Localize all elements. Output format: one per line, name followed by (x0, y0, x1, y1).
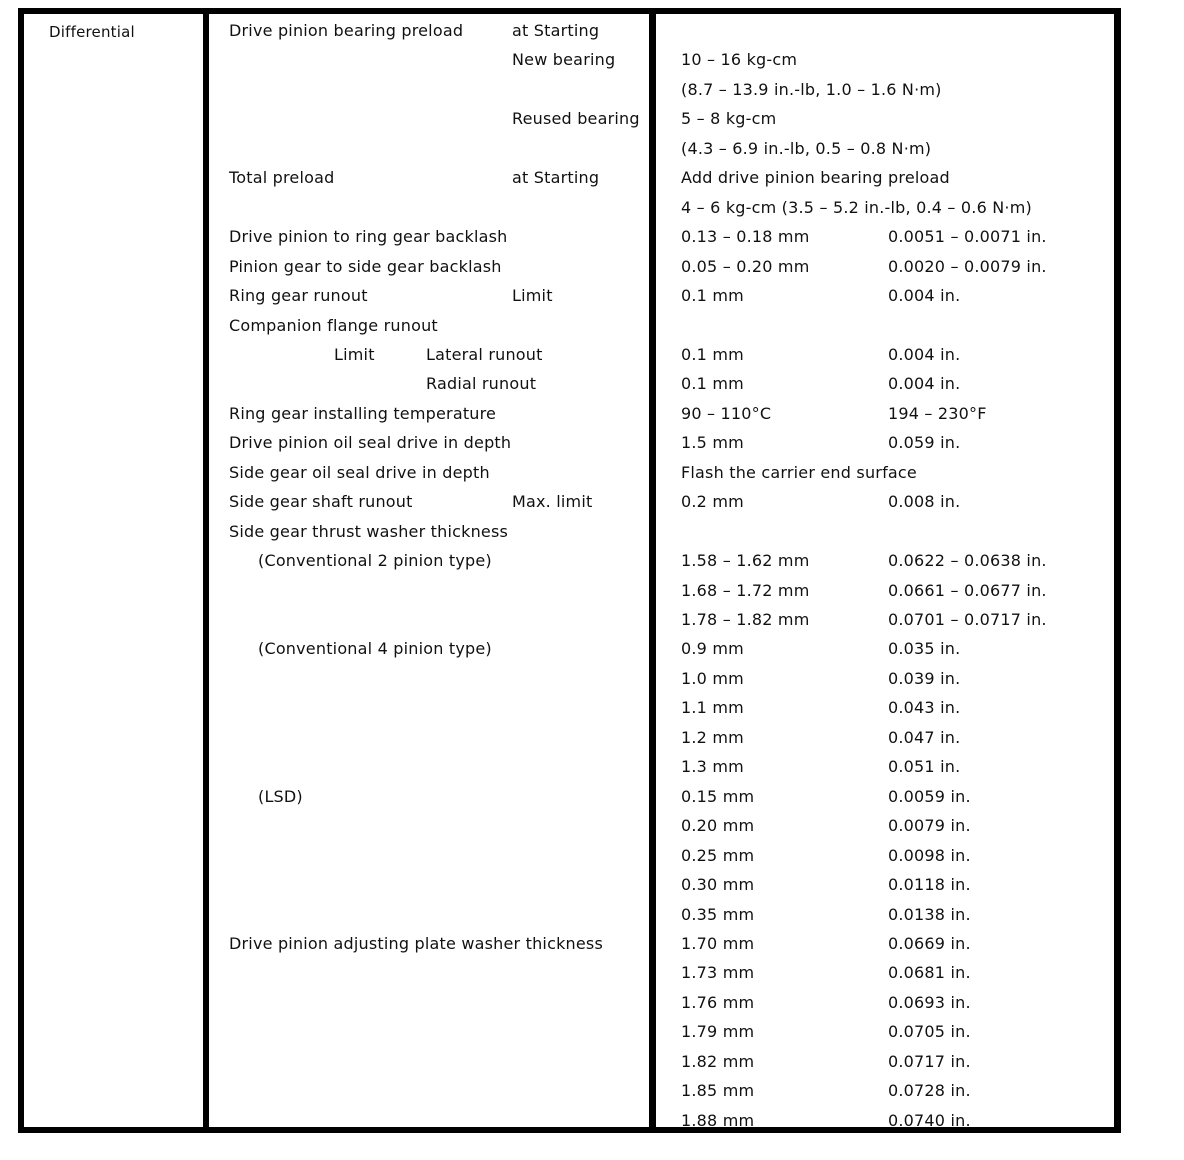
spec-value-imperial: 0.0701 – 0.0717 in. (888, 610, 1047, 629)
spec-value-metric: 1.68 – 1.72 mm (681, 581, 810, 600)
spec-value-imperial: 0.043 in. (888, 698, 961, 717)
spec-value-metric: 5 – 8 kg-cm (681, 109, 777, 128)
spec-label: Drive pinion bearing preload (229, 21, 464, 40)
spec-value-metric: 0.15 mm (681, 787, 755, 806)
spec-runout-type: Radial runout (426, 374, 537, 393)
spec-value-metric: 0.20 mm (681, 816, 755, 835)
spec-value-imperial: 0.008 in. (888, 492, 961, 511)
spec-value-metric: 1.0 mm (681, 669, 744, 688)
spec-value-metric: 90 – 110°C (681, 404, 772, 423)
spec-condition: at Starting (512, 168, 600, 187)
column-divider-2 (649, 8, 656, 1133)
spec-label: Pinion gear to side gear backlash (229, 257, 502, 276)
spec-value-imperial: 0.0693 in. (888, 993, 971, 1012)
spec-value-imperial: 0.0740 in. (888, 1111, 971, 1130)
spec-sublabel: (Conventional 4 pinion type) (258, 639, 492, 658)
spec-value-metric: 1.82 mm (681, 1052, 755, 1071)
spec-value-imperial: 0.059 in. (888, 433, 961, 452)
spec-value-metric: 1.3 mm (681, 757, 744, 776)
spec-sublabel: (Conventional 2 pinion type) (258, 551, 492, 570)
spec-condition: New bearing (512, 50, 616, 69)
spec-label: Drive pinion oil seal drive in depth (229, 433, 512, 452)
spec-label: Companion flange runout (229, 316, 438, 335)
spec-value-metric: Flash the carrier end surface (681, 463, 917, 482)
spec-value-metric: 1.73 mm (681, 963, 755, 982)
spec-condition: Limit (512, 286, 553, 305)
spec-value-imperial: 0.004 in. (888, 286, 961, 305)
spec-value-metric: 0.13 – 0.18 mm (681, 227, 810, 246)
spec-value-metric: 1.79 mm (681, 1022, 755, 1041)
spec-value-metric: 1.58 – 1.62 mm (681, 551, 810, 570)
spec-value-metric: 1.70 mm (681, 934, 755, 953)
spec-value-imperial: 0.0138 in. (888, 905, 971, 924)
spec-value-imperial: 0.0051 – 0.0071 in. (888, 227, 1047, 246)
spec-label: Side gear thrust washer thickness (229, 522, 509, 541)
spec-value-metric: 0.1 mm (681, 286, 744, 305)
spec-value-imperial: 0.004 in. (888, 374, 961, 393)
spec-condition: Reused bearing (512, 109, 640, 128)
spec-value-imperial: 0.0079 in. (888, 816, 971, 835)
spec-value-imperial: 0.0118 in. (888, 875, 971, 894)
spec-label: Ring gear runout (229, 286, 368, 305)
spec-value-metric: 1.85 mm (681, 1081, 755, 1100)
spec-value-imperial: 0.047 in. (888, 728, 961, 747)
spec-value-metric: 0.1 mm (681, 345, 744, 364)
spec-value-metric: 1.2 mm (681, 728, 744, 747)
spec-value-metric: 0.30 mm (681, 875, 755, 894)
spec-value-imperial: 194 – 230°F (888, 404, 987, 423)
spec-value-imperial: 0.0098 in. (888, 846, 971, 865)
spec-value-imperial: 0.004 in. (888, 345, 961, 364)
spec-condition: Max. limit (512, 492, 593, 511)
spec-runout-type: Lateral runout (426, 345, 543, 364)
spec-value-imperial: 0.0669 in. (888, 934, 971, 953)
spec-value-imperial: 0.0661 – 0.0677 in. (888, 581, 1047, 600)
spec-value-imperial: 0.035 in. (888, 639, 961, 658)
spec-value-metric: 1.78 – 1.82 mm (681, 610, 810, 629)
spec-label: Side gear oil seal drive in depth (229, 463, 490, 482)
spec-label: Drive pinion to ring gear backlash (229, 227, 508, 246)
spec-value-metric: 0.05 – 0.20 mm (681, 257, 810, 276)
spec-value-metric: 0.2 mm (681, 492, 744, 511)
spec-value-metric: 1.1 mm (681, 698, 744, 717)
spec-value-metric: 10 – 16 kg-cm (681, 50, 798, 69)
spec-value-imperial: 0.0622 – 0.0638 in. (888, 551, 1047, 570)
spec-value-metric: 4 – 6 kg-cm (3.5 – 5.2 in.-lb, 0.4 – 0.6 N·m) (681, 198, 1032, 217)
spec-value-imperial: 0.051 in. (888, 757, 961, 776)
spec-value-metric: Add drive pinion bearing preload (681, 168, 950, 187)
spec-value-metric: 0.1 mm (681, 374, 744, 393)
spec-value-metric: 1.5 mm (681, 433, 744, 452)
spec-value-imperial: 0.0705 in. (888, 1022, 971, 1041)
spec-value-imperial: 0.0681 in. (888, 963, 971, 982)
spec-value-imperial: 0.039 in. (888, 669, 961, 688)
spec-label: Side gear shaft runout (229, 492, 413, 511)
spec-value-metric: 1.76 mm (681, 993, 755, 1012)
spec-condition: at Starting (512, 21, 600, 40)
spec-value-metric: 1.88 mm (681, 1111, 755, 1130)
spec-limit-label: Limit (334, 345, 375, 364)
spec-value-metric: 0.35 mm (681, 905, 755, 924)
spec-value-metric: (4.3 – 6.9 in.-lb, 0.5 – 0.8 N·m) (681, 139, 932, 158)
spec-label: Ring gear installing temperature (229, 404, 497, 423)
section-title: Differential (49, 23, 135, 41)
spec-label: Drive pinion adjusting plate washer thickness (229, 934, 603, 953)
spec-value-metric: 0.9 mm (681, 639, 744, 658)
spec-value-metric: (8.7 – 13.9 in.-lb, 1.0 – 1.6 N·m) (681, 80, 942, 99)
spec-sublabel: (LSD) (258, 787, 303, 806)
spec-value-imperial: 0.0059 in. (888, 787, 971, 806)
column-divider-1 (203, 8, 209, 1133)
spec-value-imperial: 0.0717 in. (888, 1052, 971, 1071)
spec-value-metric: 0.25 mm (681, 846, 755, 865)
spec-label: Total preload (229, 168, 335, 187)
spec-value-imperial: 0.0728 in. (888, 1081, 971, 1100)
spec-value-imperial: 0.0020 – 0.0079 in. (888, 257, 1047, 276)
